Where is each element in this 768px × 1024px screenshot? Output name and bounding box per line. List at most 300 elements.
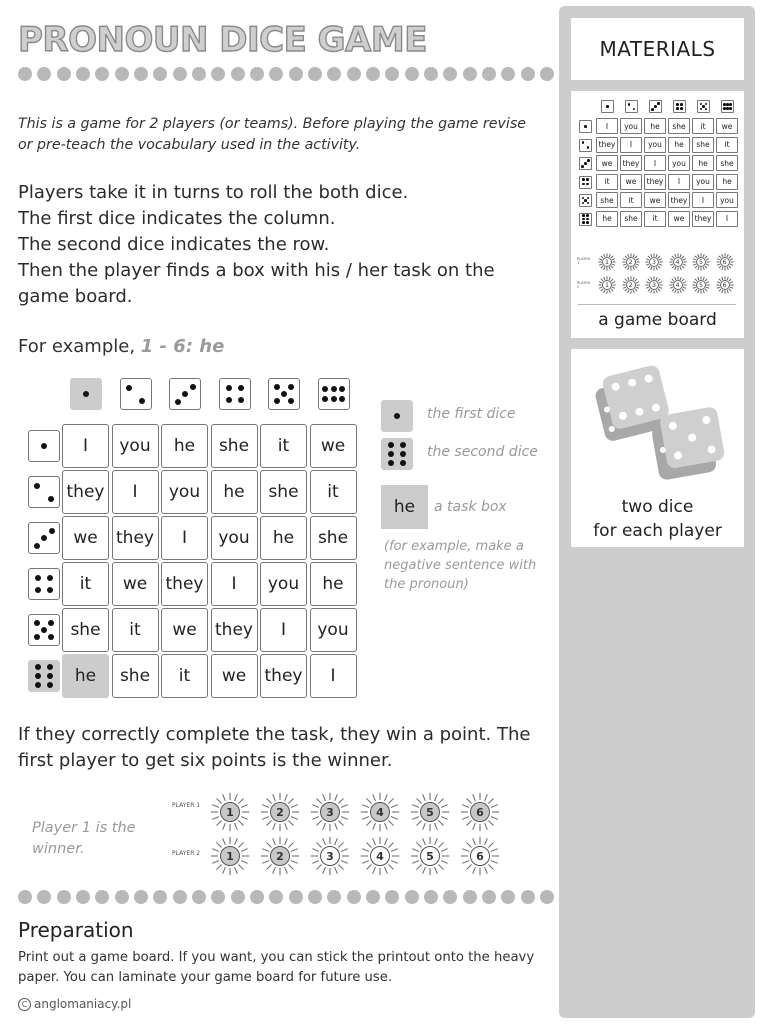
dice-pip [288, 398, 294, 404]
divider-dot [289, 890, 303, 904]
mini-player1-point-4 [669, 253, 687, 271]
mini-board-cell: I [644, 155, 666, 171]
divider-dot [366, 67, 380, 81]
dice-pip [34, 483, 40, 489]
divider-dot [192, 67, 206, 81]
mini-player1-point-3 [645, 253, 663, 271]
divider-dot [250, 67, 264, 81]
board-cell: it [310, 470, 357, 514]
divider-dot [115, 890, 129, 904]
mini-player1-point-2 [622, 253, 640, 271]
dice-pip [274, 398, 280, 404]
divider-dot [269, 67, 283, 81]
dice-pip [582, 221, 585, 224]
mini-divider [578, 304, 736, 305]
rules-text [18, 180, 548, 310]
board-cell: they [161, 562, 208, 606]
board-cell: he [161, 424, 208, 468]
board-cell: she [62, 608, 109, 652]
divider-dot [463, 890, 477, 904]
divider-dot [57, 890, 71, 904]
divider-dot [482, 67, 496, 81]
divider-dot [231, 890, 245, 904]
sun-number: 3 [649, 280, 659, 290]
task-box-sample: he [381, 485, 428, 529]
mini-board-cell: it [692, 118, 714, 134]
dice-pip [339, 396, 345, 402]
divider-dot [443, 890, 457, 904]
column-die-2 [120, 378, 152, 410]
dice-pip [700, 108, 703, 111]
divider-dot [269, 890, 283, 904]
dice-pip [400, 460, 406, 466]
dice-pip [587, 202, 590, 205]
rule-3: The second dice indicates the row. [18, 234, 330, 255]
player1-point-4 [360, 792, 400, 832]
column-die-3 [169, 378, 201, 410]
dice-pip [388, 460, 394, 466]
dice-pip [729, 103, 732, 106]
board-cell: he [62, 654, 109, 698]
board-cell: she [211, 424, 258, 468]
player1-label: PLAYER 1 [172, 802, 201, 809]
sun-number: 6 [470, 802, 490, 822]
dot-divider-top [18, 67, 554, 81]
intro-text: This is a game for 2 players (or teams). Before playing the game revise or pre-teach the vocabulary used in the activity. [18, 116, 526, 153]
dice-pip [582, 178, 585, 181]
second-dice-icon [381, 438, 413, 470]
mini-column-die-6 [721, 100, 734, 113]
board-cell: I [62, 424, 109, 468]
column-die-4 [219, 378, 251, 410]
dice-pip [48, 634, 54, 640]
row-die-4 [28, 568, 60, 600]
column-die-5 [268, 378, 300, 410]
player1-point-2 [260, 792, 300, 832]
divider-dot [327, 890, 341, 904]
row-die-3 [28, 522, 60, 554]
mini-board-cell: I [620, 137, 642, 153]
board-cell: I [310, 654, 357, 698]
board-cell: you [260, 562, 307, 606]
mini-board-cell: she [620, 211, 642, 227]
preparation-text: Print out a game board. If you want, you can stick the printout onto the heavy paper. You can laminate your game board for future use. [18, 950, 535, 985]
mini-board-cell: it [644, 211, 666, 227]
sun-number: 2 [270, 846, 290, 866]
board-cell: I [211, 562, 258, 606]
sun-number: 5 [696, 280, 706, 290]
dice-pip [139, 398, 145, 404]
mini-board-cell: it [716, 137, 738, 153]
divider-dot [134, 890, 148, 904]
winner-example: Player 1 is the winner. [32, 820, 136, 857]
divider-dot [327, 67, 341, 81]
board-cell: it [62, 562, 109, 606]
dice-pip [394, 413, 400, 419]
dice-pip [729, 107, 732, 110]
row-die-1 [28, 430, 60, 462]
dice-pip [34, 620, 40, 626]
divider-dot [134, 67, 148, 81]
divider-dot [405, 67, 419, 81]
board-cell: we [161, 608, 208, 652]
mini-player1-point-6 [716, 253, 734, 271]
mini-player1-point-1 [598, 253, 616, 271]
rule-1: Players take it in turns to roll the both dice. [18, 182, 409, 203]
board-cell: it [161, 654, 208, 698]
board-cell: he [310, 562, 357, 606]
mini-row-die-6 [579, 213, 592, 226]
board-cell: you [211, 516, 258, 560]
player1-point-5 [410, 792, 450, 832]
divider-dot [173, 67, 187, 81]
dice-pip [226, 397, 232, 403]
sun-number: 3 [320, 846, 340, 866]
divider-dot [289, 67, 303, 81]
board-cell: he [211, 470, 258, 514]
divider-dot [482, 890, 496, 904]
divider-dot [173, 890, 187, 904]
dice-caption [571, 495, 744, 543]
divider-dot [153, 890, 167, 904]
copyright-text: anglomaniacy.pl [34, 997, 132, 1011]
player2-point-5 [410, 836, 450, 876]
mini-board-cell: they [668, 192, 690, 208]
dice-pip [331, 386, 337, 392]
sun-number: 6 [470, 846, 490, 866]
mini-column-die-4 [673, 100, 686, 113]
divider-dot [18, 890, 32, 904]
dice-pip [705, 103, 708, 106]
board-cell: I [260, 608, 307, 652]
dice-caption-line1: two dice [621, 497, 694, 517]
dice-pip [331, 396, 337, 402]
player2-point-6 [460, 836, 500, 876]
divider-dot [540, 890, 554, 904]
divider-dot [211, 67, 225, 81]
rule-2: The first dice indicates the column. [18, 208, 336, 229]
mini-player2-point-6 [716, 276, 734, 294]
mini-row-die-5 [579, 194, 592, 207]
dice-pip [582, 214, 585, 217]
row-die-6 [28, 660, 60, 692]
board-cell: she [260, 470, 307, 514]
game-board-caption: a game board [598, 310, 717, 330]
divider-dot [501, 890, 515, 904]
materials-title: MATERIALS [571, 18, 744, 80]
divider-dot [76, 67, 90, 81]
mini-board-cell: we [668, 211, 690, 227]
dice-pip [705, 108, 708, 111]
divider-dot [57, 67, 71, 81]
dice-pip [83, 391, 89, 397]
board-cell: I [161, 516, 208, 560]
copyright [18, 997, 131, 1011]
dice-pip [226, 385, 232, 391]
board-cell: we [112, 562, 159, 606]
board-cell: they [211, 608, 258, 652]
divider-dot [231, 67, 245, 81]
dice-pip [47, 682, 53, 688]
win-rule-text: If they correctly complete the task, they win a point. The first player to get six points is the winner. [18, 724, 531, 771]
mini-board-cell: we [644, 192, 666, 208]
dice-pip [584, 125, 587, 128]
player1-point-1 [210, 792, 250, 832]
example-line [18, 336, 224, 357]
dice-pip [48, 496, 54, 502]
row-die-5 [28, 614, 60, 646]
divider-dot [366, 890, 380, 904]
mini-board-cell: you [668, 155, 690, 171]
legend-first-dice: the first dice [427, 406, 516, 422]
mini-board-cell: he [692, 155, 714, 171]
sun-number: 3 [320, 802, 340, 822]
divider-dot [37, 67, 51, 81]
mini-player2-point-4 [669, 276, 687, 294]
mini-row-die-1 [579, 120, 592, 133]
divider-dot [95, 67, 109, 81]
dice-pip [47, 673, 53, 679]
dice-pip [586, 221, 589, 224]
dice-pip [190, 384, 196, 390]
player2-point-1 [210, 836, 250, 876]
dice-pip [35, 682, 41, 688]
player2-label: PLAYER 2 [172, 850, 201, 857]
sun-number: 1 [220, 846, 240, 866]
dice-pip [238, 397, 244, 403]
sun-number: 4 [370, 802, 390, 822]
divider-dot [385, 890, 399, 904]
dice-pip [175, 399, 181, 405]
dice-pip [238, 385, 244, 391]
dice-pip [339, 386, 345, 392]
mini-column-die-1 [601, 100, 614, 113]
mini-board-cell: we [596, 155, 618, 171]
sun-number: 4 [673, 257, 683, 267]
mini-board-cell: I [668, 174, 690, 190]
divider-dot [463, 67, 477, 81]
dice-pip [41, 535, 47, 541]
board-cell: they [260, 654, 307, 698]
board-cell: she [310, 516, 357, 560]
mini-row-die-3 [579, 157, 592, 170]
divider-dot [405, 890, 419, 904]
dice-pip [581, 165, 584, 168]
dice-pip [587, 159, 590, 162]
sun-number: 4 [370, 846, 390, 866]
mini-board-cell: he [644, 118, 666, 134]
divider-dot [95, 890, 109, 904]
mini-board-cell: I [596, 118, 618, 134]
dice-pip [182, 391, 188, 397]
dice-pip [274, 384, 280, 390]
mini-board-cell: I [716, 211, 738, 227]
dice-pip [400, 451, 406, 457]
legend-task-box: a task box [434, 499, 507, 515]
mini-column-die-3 [649, 100, 662, 113]
mini-row-die-4 [579, 176, 592, 189]
dice-pip [322, 396, 328, 402]
mini-player1-label: PLAYER 1 [577, 257, 591, 265]
mini-board-cell: he [716, 174, 738, 190]
dice-pip [654, 105, 657, 108]
dice-pip [41, 443, 47, 449]
dice-pip [586, 183, 589, 186]
dice-pip [34, 634, 40, 640]
sun-number: 5 [420, 846, 440, 866]
mini-column-die-2 [625, 100, 638, 113]
sun-number: 1 [602, 280, 612, 290]
rule-4: Then the player finds a box with his / her task on the game board. [18, 260, 495, 307]
dice-pip [582, 202, 585, 205]
dice-pip [676, 103, 679, 106]
board-cell: you [112, 424, 159, 468]
example-label: For example, [18, 336, 141, 357]
divider-dot [540, 67, 554, 81]
divider-dot [424, 890, 438, 904]
sun-number: 6 [720, 257, 730, 267]
dice-pip [582, 141, 585, 144]
dice-pip [281, 391, 287, 397]
divider-dot [18, 67, 32, 81]
dice-pip [34, 543, 40, 549]
divider-dot [443, 67, 457, 81]
mini-board-cell: I [692, 192, 714, 208]
mini-board-cell: you [644, 137, 666, 153]
mini-board-cell: she [716, 155, 738, 171]
dice-pip [680, 107, 683, 110]
dice-pip [48, 620, 54, 626]
dice-pip [582, 183, 585, 186]
page-title: PRONOUN DICE GAME [18, 20, 427, 60]
mini-board-cell: you [620, 118, 642, 134]
column-die-1 [70, 378, 102, 410]
mini-board-cell: he [596, 211, 618, 227]
dice-pip [680, 103, 683, 106]
mini-board-cell: you [692, 174, 714, 190]
dice-pip [35, 664, 41, 670]
divider-dot [385, 67, 399, 81]
mini-board-cell: they [644, 174, 666, 190]
board-cell: it [112, 608, 159, 652]
sun-number: 2 [270, 802, 290, 822]
mini-player2-point-2 [622, 276, 640, 294]
divider-dot [521, 890, 535, 904]
mini-row-die-2 [579, 139, 592, 152]
divider-dot [521, 67, 535, 81]
dot-divider-bottom [18, 890, 554, 904]
board-cell: they [62, 470, 109, 514]
dice-pip [35, 575, 41, 581]
board-cell: I [112, 470, 159, 514]
mini-column-die-5 [697, 100, 710, 113]
board-cell: it [260, 424, 307, 468]
divider-dot [153, 67, 167, 81]
player1-point-6 [460, 792, 500, 832]
dice-pip [400, 442, 406, 448]
dice-pip [47, 575, 53, 581]
dice-pip [388, 451, 394, 457]
mini-board-cell: she [596, 192, 618, 208]
divider-dot [424, 67, 438, 81]
dice-pip [606, 105, 609, 108]
board-cell: we [211, 654, 258, 698]
mini-board-cell: they [596, 137, 618, 153]
divider-dot [308, 890, 322, 904]
column-die-6 [318, 378, 350, 410]
board-cell: we [62, 516, 109, 560]
mini-board-cell: he [668, 137, 690, 153]
dice-pip [322, 386, 328, 392]
mini-player2-label: PLAYER 2 [577, 281, 591, 289]
divider-dot [347, 67, 361, 81]
dice-pip [587, 146, 590, 149]
sun-number: 2 [626, 257, 636, 267]
dice-pip [126, 385, 132, 391]
row-die-2 [28, 476, 60, 508]
mini-board-cell: it [620, 192, 642, 208]
mini-board-cell: they [692, 211, 714, 227]
dice-pip [582, 218, 585, 221]
preparation-heading: Preparation [18, 918, 134, 942]
mini-board-cell: it [596, 174, 618, 190]
mini-player1-point-5 [692, 253, 710, 271]
dice-pip [587, 197, 590, 200]
board-cell: you [161, 470, 208, 514]
dice-pip [388, 442, 394, 448]
dice-pip [288, 384, 294, 390]
mini-board-cell: she [692, 137, 714, 153]
two-dice-icon [586, 358, 730, 480]
divider-dot [250, 890, 264, 904]
dice-pip [47, 587, 53, 593]
board-cell: he [260, 516, 307, 560]
dice-pip [628, 103, 631, 106]
divider-dot [115, 67, 129, 81]
sun-number: 1 [602, 257, 612, 267]
mini-board-cell: she [668, 118, 690, 134]
sun-number: 5 [420, 802, 440, 822]
board-cell: we [310, 424, 357, 468]
divider-dot [347, 890, 361, 904]
divider-dot [192, 890, 206, 904]
sun-number: 5 [696, 257, 706, 267]
dice-pip [586, 218, 589, 221]
legend-second-dice: the second dice [427, 444, 538, 460]
sun-number: 3 [649, 257, 659, 267]
dice-pip [586, 214, 589, 217]
dice-pip [584, 162, 587, 165]
mini-board-cell: we [716, 118, 738, 134]
board-cell: she [112, 654, 159, 698]
dice-pip [35, 673, 41, 679]
dice-pip [633, 108, 636, 111]
dice-pip [651, 108, 654, 111]
divider-dot [308, 67, 322, 81]
divider-dot [37, 890, 51, 904]
sun-number: 1 [220, 802, 240, 822]
dice-pip [41, 627, 47, 633]
player2-point-4 [360, 836, 400, 876]
sun-number: 6 [720, 280, 730, 290]
player1-point-3 [310, 792, 350, 832]
dice-pip [586, 178, 589, 181]
mini-board-cell: they [620, 155, 642, 171]
sun-number: 4 [673, 280, 683, 290]
dice-pip [657, 102, 660, 105]
divider-dot [501, 67, 515, 81]
board-cell: you [310, 608, 357, 652]
